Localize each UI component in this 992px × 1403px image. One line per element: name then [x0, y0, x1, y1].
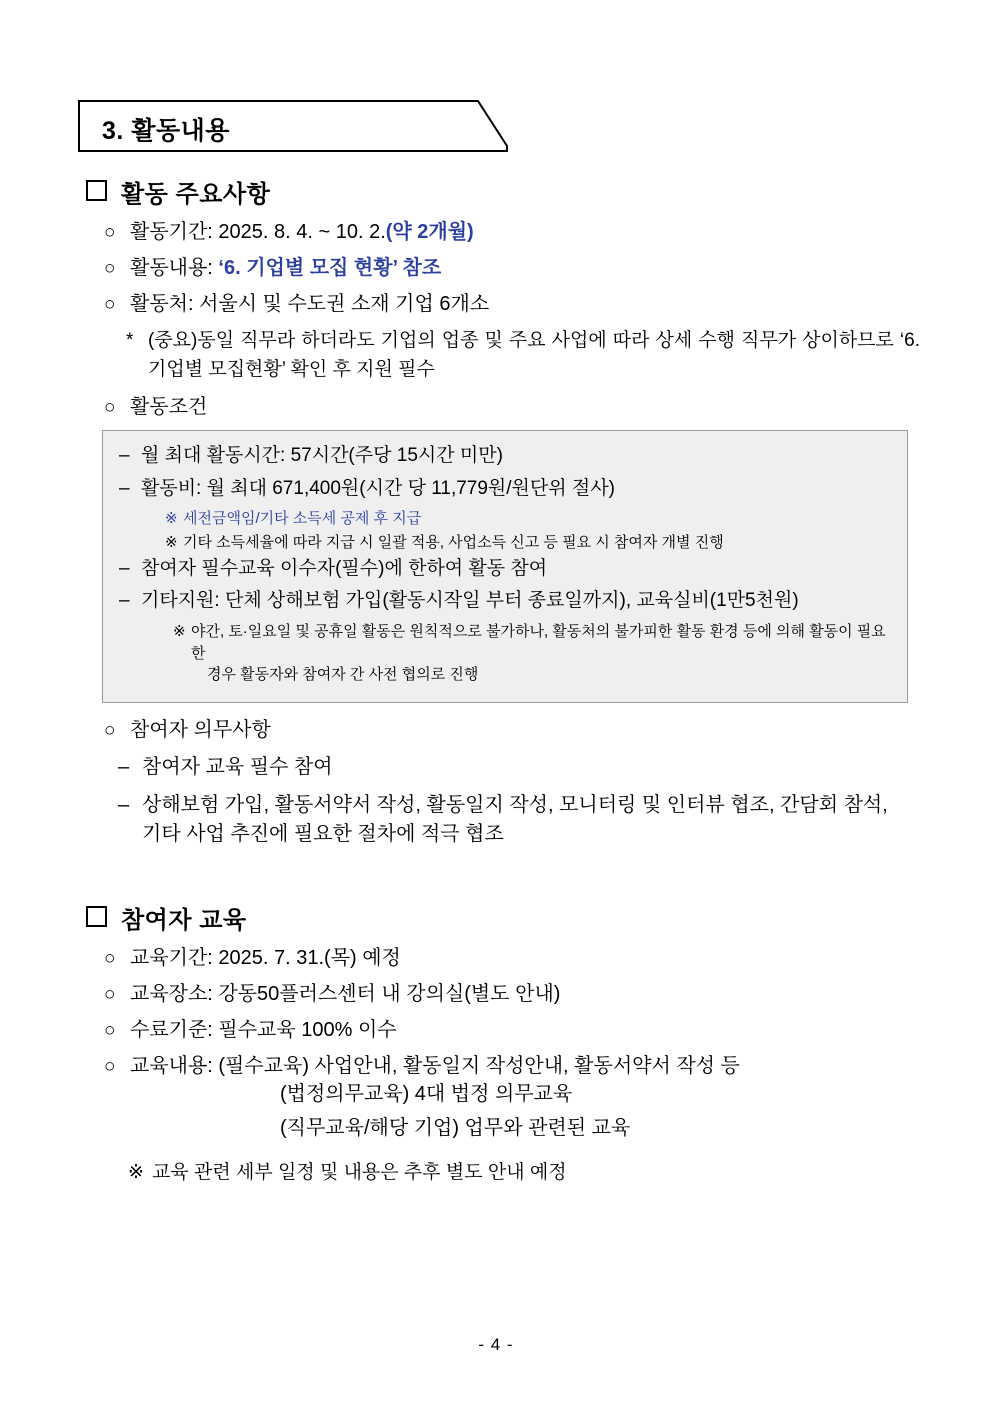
- condition-subnote-text: 기타 소득세율에 따라 지급 시 일괄 적용, 사업소득 신고 등 필요 시 참여자 개별 진행: [183, 533, 724, 551]
- activity-content-highlight: ‘6. 기업별 모집 현황’ 참조: [218, 257, 442, 279]
- asterisk-icon: *: [126, 330, 134, 351]
- heading-activity-main-label: 활동 주요사항: [121, 181, 271, 208]
- condition-row: [119, 588, 891, 615]
- activity-period-label: 활동기간: 2025. 8. 4. ~ 10. 2.: [130, 221, 386, 243]
- important-note-text: (중요)동일 직무라 하더라도 기업의 업종 및 주요 사업에 따라 상세 수행 직무가 상이하므로 ‘6. 기업별 모집현황’ 확인 후 지원 필수: [148, 330, 920, 380]
- dash-bullet-icon: –: [118, 794, 130, 817]
- important-note: [126, 327, 920, 384]
- list-item: [104, 981, 920, 1008]
- activity-period-highlight: (약 2개월): [385, 221, 474, 243]
- dash-bullet-icon: –: [119, 477, 130, 499]
- condition-row: [119, 443, 891, 470]
- activity-content-text: [130, 255, 920, 282]
- circle-bullet-icon: ○: [104, 397, 116, 418]
- condition-hours-text: 월 최대 활동시간: 57시간(주당 15시간 미만): [141, 445, 503, 466]
- dash-bullet-icon: –: [119, 445, 130, 466]
- condition-training-text: 참여자 필수교육 이수자(필수)에 한하여 활동 참여: [141, 557, 548, 579]
- training-period-text: 교육기간: 2025. 7. 31.(목) 예정: [130, 947, 401, 970]
- circle-bullet-icon: ○: [104, 984, 116, 1006]
- circle-bullet-icon: ○: [104, 294, 116, 315]
- condition-subnote-line1: 야간, 토·일요일 및 공휴일 활동은 원칙적으로 불가하나, 활동처의 불가피한 활동 환경 등에 의해 활동이 필요한: [191, 622, 886, 662]
- activity-place-text: 활동처: 서울시 및 수도권 소재 기업 6개소: [130, 293, 490, 315]
- condition-subnote: [165, 508, 891, 530]
- condition-subnote-text: 세전금액임/기타 소득세 공제 후 지급: [183, 510, 422, 528]
- condition-row: [119, 556, 891, 583]
- list-item: [104, 1017, 920, 1044]
- square-bullet-icon: [86, 180, 107, 201]
- training-place-text: 교육장소: 강동50플러스센터 내 강의실(별도 안내): [130, 983, 561, 1006]
- duty-row-text: 참여자 교육 필수 참여: [142, 756, 333, 779]
- activity-condition-label: 활동조건: [130, 396, 208, 418]
- reference-mark-icon: ※: [165, 533, 178, 551]
- list-item: [104, 219, 920, 246]
- list-item: [104, 291, 920, 318]
- condition-box: [102, 430, 908, 703]
- duty-row-text: 상해보험 가입, 활동서약서 작성, 활동일지 작성, 모니터링 및 인터뷰 협조, 간담회 참석, 기타 사업 추진에 필요한 절차에 적극 협조: [142, 794, 888, 846]
- training-content-line2: (법정의무교육) 4대 법정 의무교육: [280, 1083, 573, 1106]
- activity-content-label: 활동내용:: [130, 257, 219, 279]
- list-item: [104, 1053, 920, 1148]
- circle-bullet-icon: ○: [104, 222, 116, 243]
- training-content-line3: (직무교육/해당 기업) 업무와 관련된 교육: [280, 1117, 631, 1140]
- circle-bullet-icon: ○: [104, 1020, 116, 1042]
- reference-mark-icon: ※: [173, 622, 186, 640]
- page-title: 3. 활동내용: [102, 117, 230, 145]
- condition-subnote: [165, 532, 891, 554]
- duty-row: [118, 791, 910, 849]
- training-content-text: [130, 1053, 920, 1148]
- section-banner: [78, 100, 508, 152]
- training-note-text: 교육 관련 세부 일정 및 내용은 추후 별도 안내 예정: [152, 1162, 567, 1184]
- condition-subnote-text: [191, 621, 891, 686]
- circle-bullet-icon: ○: [104, 258, 116, 279]
- spacer: [78, 858, 920, 884]
- dash-bullet-icon: –: [119, 590, 130, 612]
- condition-subnote: [173, 621, 891, 686]
- heading-activity-main: [86, 174, 920, 209]
- reference-mark-icon: ※: [128, 1162, 144, 1184]
- heading-participant-training-label: 참여자 교육: [121, 907, 247, 935]
- duty-row: [118, 753, 910, 782]
- list-item-condition: [104, 394, 920, 421]
- duty-label: 참여자 의무사항: [130, 719, 271, 742]
- square-bullet-icon: [86, 906, 107, 927]
- condition-subnote-line2: 경우 활동자와 참여자 간 사전 협의로 진행: [207, 666, 479, 684]
- list-item: [104, 255, 920, 282]
- circle-bullet-icon: ○: [104, 720, 116, 742]
- activity-period-text: [130, 219, 920, 246]
- list-item: [104, 945, 920, 972]
- training-content-line1: 교육내용: (필수교육) 사업안내, 활동일지 작성안내, 활동서약서 작성 등: [130, 1055, 740, 1078]
- dash-bullet-icon: –: [119, 557, 130, 579]
- page-number: - 4 -: [478, 1335, 514, 1354]
- condition-pay-text: 활동비: 월 최대 671,400원(시간 당 11,779원/원단위 절사): [141, 477, 615, 499]
- reference-mark-icon: ※: [165, 510, 178, 528]
- condition-support-text: 기타지원: 단체 상해보험 가입(활동시작일 부터 종료일까지), 교육실비(1만5천원): [141, 590, 799, 612]
- training-note: [128, 1157, 920, 1184]
- list-item-duty: [104, 717, 920, 744]
- condition-row: [119, 476, 891, 503]
- heading-participant-training: [86, 900, 920, 935]
- dash-bullet-icon: –: [118, 756, 130, 779]
- circle-bullet-icon: ○: [104, 1056, 116, 1078]
- training-completion-text: 수료기준: 필수교육 100% 이수: [130, 1019, 397, 1042]
- circle-bullet-icon: ○: [104, 948, 116, 970]
